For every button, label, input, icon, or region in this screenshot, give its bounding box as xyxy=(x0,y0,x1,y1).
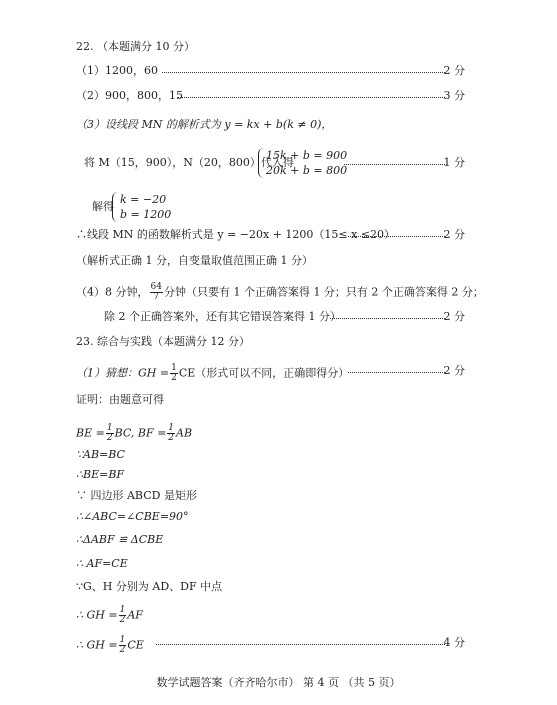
proof-be-bf xyxy=(76,424,192,443)
left-brace xyxy=(258,148,265,178)
q22-part4-suffix: 分钟（只要有 1 个正确答案得 1 分；只有 2 个正确答案得 2 分； xyxy=(163,285,484,299)
fraction-denominator: 2 xyxy=(106,433,113,443)
substitution-system xyxy=(258,148,347,178)
fraction-numerator: 1 xyxy=(168,423,175,433)
fraction-numerator: 64 xyxy=(150,282,162,292)
q22-part4 xyxy=(76,283,484,302)
proof-step-4: ∴∠ABC=∠CBE=90° xyxy=(76,510,189,523)
be-rhs: AB xyxy=(176,426,193,440)
score-leader xyxy=(162,72,445,73)
q22-part2: （2）900，800，15 xyxy=(76,89,183,102)
q22-title: 22. （本题满分 10 分） xyxy=(76,40,195,53)
fraction-numerator: 1 xyxy=(119,635,126,645)
score-leader xyxy=(156,644,445,645)
q22-part1-score: 2 分 xyxy=(443,64,465,77)
be-middle: BC, BF = xyxy=(114,426,167,440)
be-lhs: BE = xyxy=(76,426,105,440)
proof-step-8 xyxy=(76,606,143,625)
q23-final-score: 4 分 xyxy=(443,636,465,649)
fraction-numerator: 1 xyxy=(171,363,177,373)
q23-guess-score: 2 分 xyxy=(443,364,465,377)
solve-label: 解得 xyxy=(92,200,114,213)
q22-part3-intro: （3）设线段 MN 的解析式为 y = kx + b(k ≠ 0)， xyxy=(76,118,333,131)
q22-part3-result: ∴线段 MN 的函数解析式是 y = −20x + 1200（15≤ x ≤20） xyxy=(76,228,396,241)
fraction-denominator: 2 xyxy=(171,373,177,383)
proof-step-3: ∵ 四边形 ABCD 是矩形 xyxy=(76,489,197,502)
q22-part1: （1）1200，60 xyxy=(76,64,158,77)
fraction xyxy=(106,424,114,443)
proof-intro: 证明：由题意可得 xyxy=(76,393,164,406)
fraction-numerator: 1 xyxy=(106,423,113,433)
fraction xyxy=(119,636,127,655)
proof-step-5: ∴ΔABF ≌ ΔCBE xyxy=(76,533,164,546)
q23-title: 23. 综合与实践（本题满分 12 分） xyxy=(76,335,250,348)
q22-part3-note: （解析式正确 1 分，自变量取值范围正确 1 分） xyxy=(76,254,313,267)
q22-part3-result-score: 2 分 xyxy=(443,228,465,241)
left-brace xyxy=(112,192,119,222)
fraction xyxy=(119,606,127,625)
fraction xyxy=(167,424,175,443)
fraction-denominator: 7 xyxy=(153,292,160,302)
proof-step-6: ∴ AF=CE xyxy=(76,557,128,570)
q23-guess-prefix: （1）猜想：GH = xyxy=(76,366,170,380)
system-equation-1: 15k + b = 900 xyxy=(266,149,348,162)
fraction xyxy=(170,364,178,383)
q22-part4-continued: 除 2 个正确答案外，还有其它错误答案得 1 分） xyxy=(104,310,341,323)
proof-step-9 xyxy=(76,636,144,655)
proof-step-2: ∴BE=BF xyxy=(76,468,125,481)
score-leader xyxy=(348,372,445,373)
score-leader xyxy=(348,236,445,237)
q22-substitute-text: 将 M（15，900），N（20，800）代入得 xyxy=(84,156,294,169)
proof-step-1: ∵AB=BC xyxy=(76,448,125,461)
q22-part2-score: 3 分 xyxy=(443,89,465,102)
page-footer: 数学试题答案（齐齐哈尔市） 第 4 页 （共 5 页） xyxy=(156,676,401,689)
q22-part4-prefix: （4）8 分钟， xyxy=(76,285,149,299)
gh-rhs: CE xyxy=(127,638,144,652)
q22-part4-score: 2 分 xyxy=(443,310,465,323)
score-leader xyxy=(344,164,445,165)
score-leader xyxy=(330,318,445,319)
q23-guess xyxy=(76,364,349,383)
solution-k: k = −20 xyxy=(120,193,167,206)
gh-lhs: ∴ GH = xyxy=(76,638,118,652)
system-equation-2: 20k + b = 800 xyxy=(266,164,348,177)
gh-lhs: ∴ GH = xyxy=(76,608,118,622)
q23-guess-suffix: CE（形式可以不同，正确即得分） xyxy=(178,366,350,380)
fraction xyxy=(150,283,163,302)
q22-part3-sub-score: 1 分 xyxy=(443,156,465,169)
fraction-numerator: 1 xyxy=(119,605,126,615)
proof-step-7: ∵G、H 分别为 AD、DF 中点 xyxy=(76,580,223,593)
score-leader xyxy=(178,97,445,98)
solution-b: b = 1200 xyxy=(120,208,172,221)
fraction-denominator: 2 xyxy=(119,615,126,625)
solution-system xyxy=(112,192,171,222)
gh-rhs: AF xyxy=(127,608,143,622)
fraction-denominator: 2 xyxy=(168,433,175,443)
fraction-denominator: 2 xyxy=(119,645,126,655)
